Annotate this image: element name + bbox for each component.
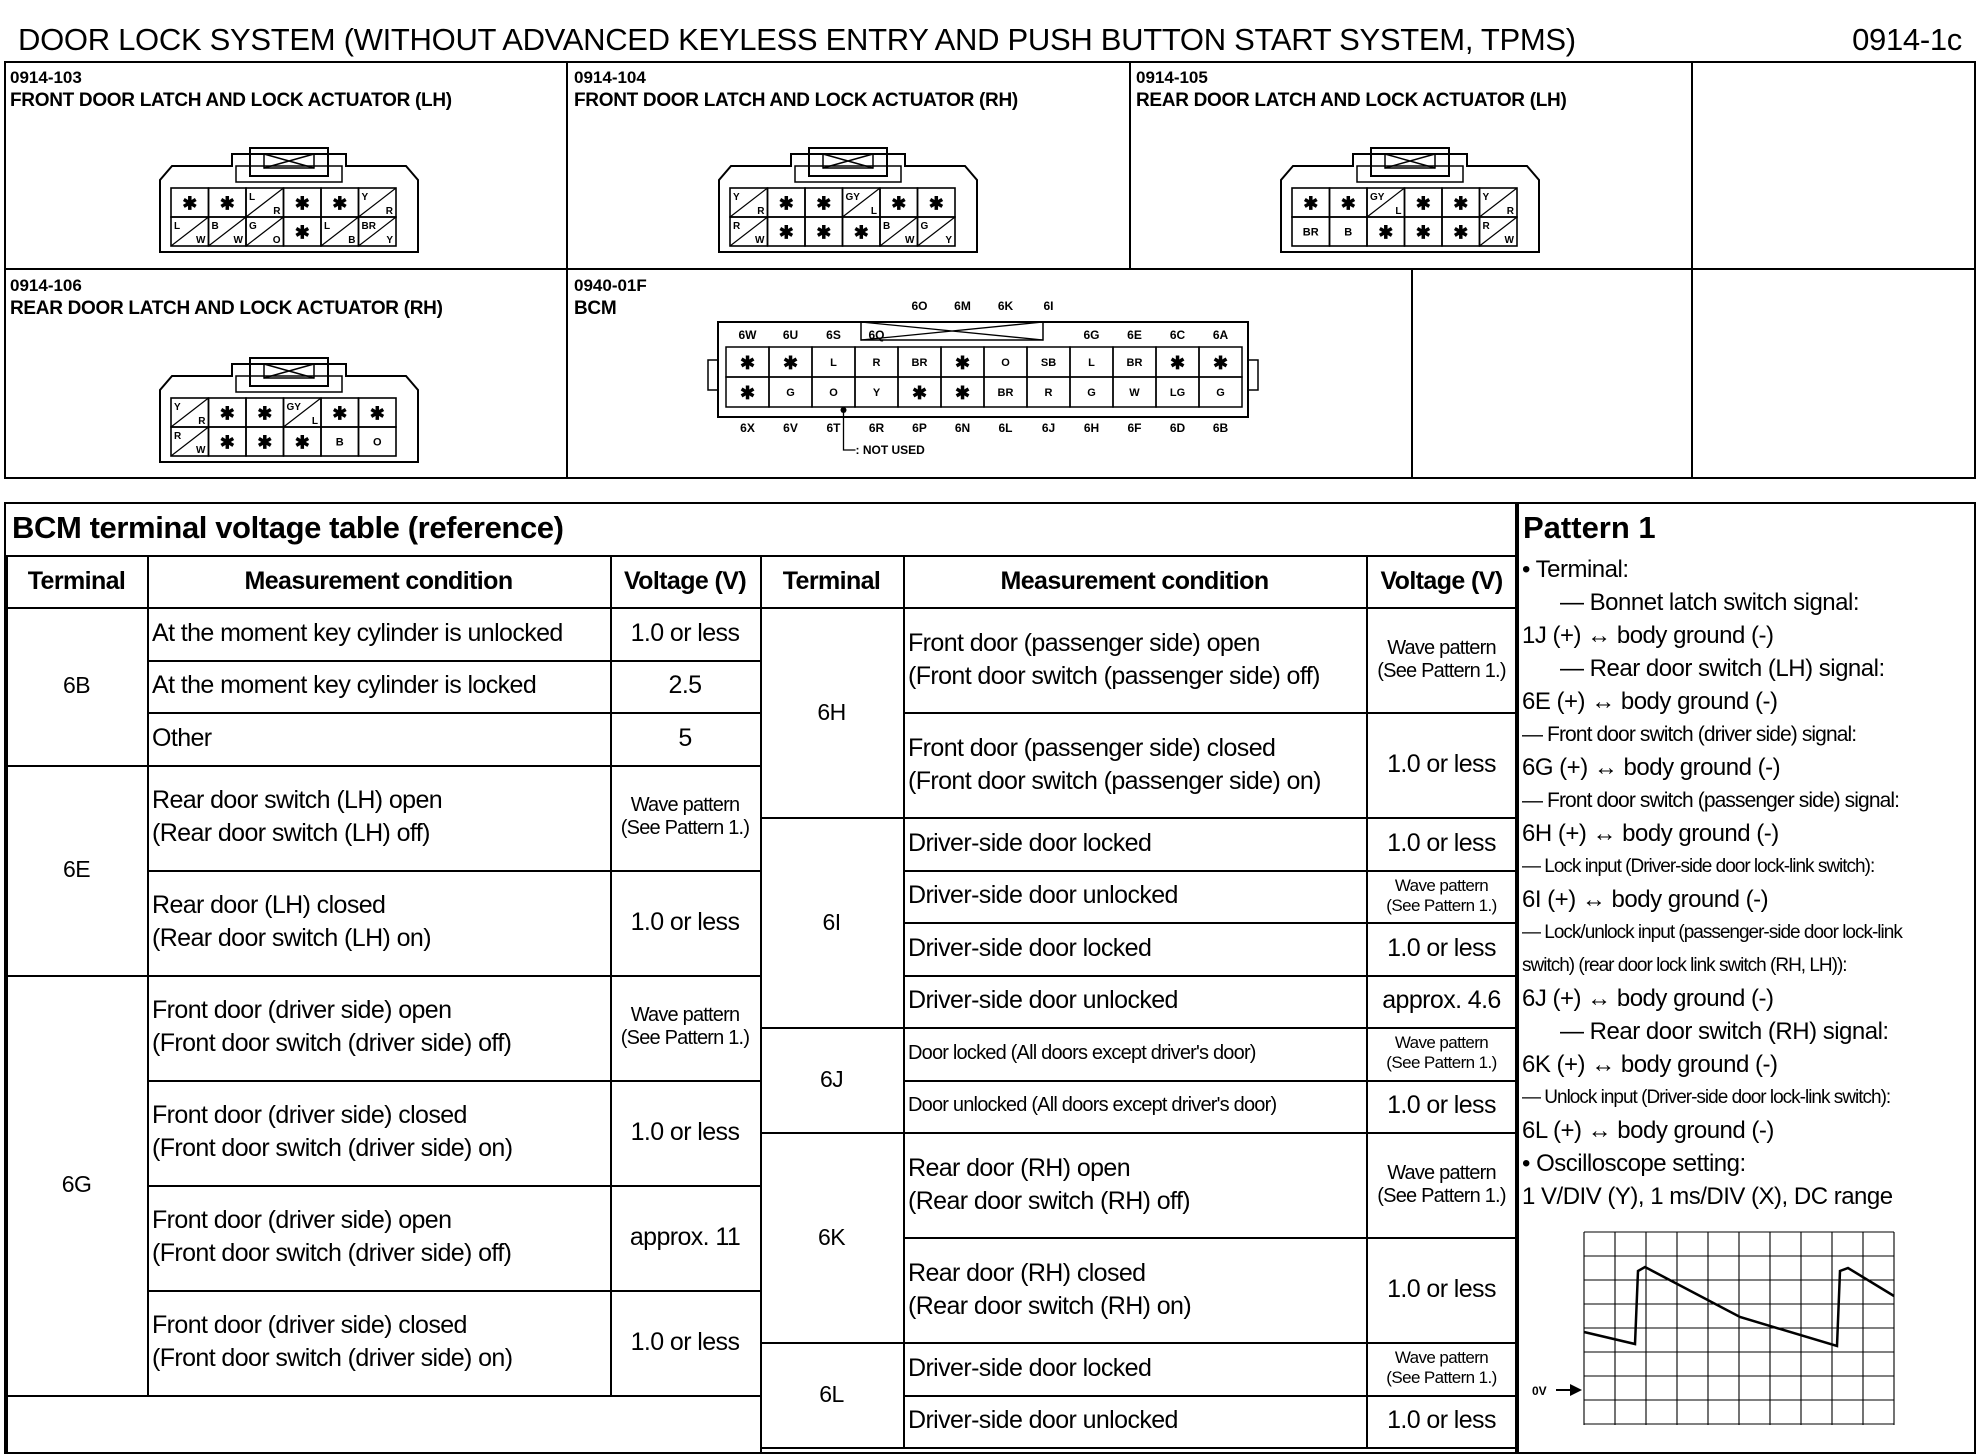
wire-color-label: BR (1126, 357, 1143, 369)
condition-cell: At the moment key cylinder is unlocked (152, 618, 563, 647)
voltage-cell: Wave pattern (See Pattern 1.) (1386, 1033, 1497, 1073)
pattern-line: 1J (+) ↔ body ground (-) (1522, 622, 1774, 649)
terminal-cell: 6H (817, 698, 846, 725)
unused-pin-mark: ✱ (257, 403, 273, 424)
voltage-cell: 1.0 or less (1387, 1275, 1496, 1303)
wire-color-label: B (883, 221, 891, 232)
wire-color-label: L (830, 357, 837, 369)
wire-color-label: L (870, 206, 877, 217)
wire-color-label: G (920, 221, 929, 232)
bcm-connector-diagram (700, 292, 1260, 472)
terminal-label: 6N (954, 421, 971, 435)
unused-pin-mark: ✱ (739, 383, 756, 403)
pattern-line: • Terminal: (1522, 556, 1629, 583)
wire-color-label: BR (911, 357, 928, 369)
condition-cell: Front door (driver side) open (Front door switch (driver side) off) (152, 1206, 512, 1267)
wire-color-label: Y (1482, 192, 1490, 203)
wire-color-label: W (196, 445, 206, 456)
wire-color-label: B (348, 235, 356, 246)
terminal-label: 6H (1083, 421, 1100, 435)
voltage-cell: 1.0 or less (1387, 828, 1496, 857)
voltage-cell: Wave pattern (See Pattern 1.) (620, 1004, 750, 1049)
wire-color-label: W (755, 235, 765, 246)
connector-code: 0914-106 (10, 276, 82, 295)
terminal-label: 6X (740, 421, 755, 435)
terminal-label: 6R (868, 421, 885, 435)
unused-pin-mark: ✱ (1212, 353, 1229, 373)
unused-pin-mark: ✱ (219, 403, 235, 424)
unused-pin-mark: ✱ (294, 222, 310, 243)
connector-latch (809, 148, 887, 176)
connector-latch (250, 148, 328, 176)
voltage-cell: Wave pattern (See Pattern 1.) (1386, 875, 1497, 915)
condition-cell: Front door (driver side) closed (Front door switch (driver side) on) (152, 1311, 513, 1372)
voltage-cell: Wave pattern (See Pattern 1.) (1386, 1348, 1497, 1388)
voltage-cell: Wave pattern (See Pattern 1.) (1377, 1161, 1506, 1207)
connector-latch (250, 358, 328, 386)
voltage-cell: Wave pattern (See Pattern 1.) (620, 794, 750, 839)
pattern-line: 1 V/DIV (Y), 1 ms/DIV (X), DC range (1522, 1183, 1893, 1210)
terminal-label: 6K (997, 299, 1014, 313)
unused-pin-mark: ✱ (911, 383, 928, 403)
column-header-voltage: Voltage (V) (1380, 566, 1503, 595)
wire-color-label: R (198, 416, 206, 427)
unused-pin-mark: ✱ (257, 432, 273, 453)
page-code: 0914-1c (1852, 22, 1962, 57)
connector-name: FRONT DOOR LATCH AND LOCK ACTUATOR (LH) (10, 90, 452, 111)
connector-code: 0914-104 (574, 68, 646, 87)
column-header-condition: Measurement condition (244, 566, 513, 595)
wire-color-label: G (1087, 387, 1096, 399)
wire-color-label: SB (1040, 357, 1057, 369)
wire-color-label: BR (1302, 226, 1319, 239)
wire-color-label: L (324, 221, 331, 232)
condition-cell: Driver-side door locked (908, 933, 1152, 962)
pattern-line: 6G (+) ↔ body ground (-) (1522, 754, 1781, 781)
terminal-label: 6B (1212, 421, 1229, 435)
unused-pin-mark: ✱ (928, 193, 944, 214)
pattern-line: 6E (+) ↔ body ground (-) (1522, 688, 1778, 715)
unused-pin-mark: ✱ (739, 353, 756, 373)
table-title: BCM terminal voltage table (reference) (12, 510, 564, 545)
condition-cell: Rear door switch (LH) open (Rear door switch (LH) off) (152, 786, 443, 847)
connector-code: 0940-01F (574, 276, 647, 295)
connector-name: REAR DOOR LATCH AND LOCK ACTUATOR (RH) (10, 298, 443, 319)
wire-color-label: LG (1169, 387, 1186, 399)
connector-name: REAR DOOR LATCH AND LOCK ACTUATOR (LH) (1136, 90, 1567, 111)
condition-cell: Driver-side door unlocked (908, 881, 1178, 910)
terminal-label: 6P (912, 421, 927, 435)
pattern-line: 6J (+) ↔ body ground (-) (1522, 985, 1774, 1012)
unused-pin-mark: ✱ (182, 193, 198, 214)
connector-diagram (150, 140, 430, 260)
unused-pin-mark: ✱ (332, 193, 348, 214)
terminal-label: 6A (1212, 328, 1229, 342)
wire-color-label: W (1504, 235, 1514, 246)
unused-pin-mark: ✱ (816, 193, 832, 214)
wire-color-label: O (829, 387, 838, 399)
condition-cell: Driver-side door locked (908, 828, 1152, 857)
terminal-label: 6M (954, 299, 971, 313)
wire-color-label: W (233, 235, 243, 246)
unused-pin-mark: ✱ (891, 193, 907, 214)
terminal-label: 6E (1127, 328, 1142, 342)
terminal-label: 6L (998, 421, 1013, 435)
pattern-line: — Bonnet latch switch signal: (1560, 589, 1859, 616)
wire-color-label: B (335, 436, 344, 449)
pattern-title: Pattern 1 (1523, 510, 1656, 545)
terminal-cell: 6I (822, 908, 841, 935)
wire-color-label: L (311, 416, 318, 427)
unused-pin-mark: ✱ (219, 193, 235, 214)
not-used-legend: : NOT USED (855, 443, 925, 457)
voltage-cell: 1.0 or less (630, 618, 740, 647)
unused-pin-mark: ✱ (778, 222, 794, 243)
condition-cell: Rear door (LH) closed (Rear door switch (LH) on) (152, 891, 431, 952)
wire-color-label: R (1044, 387, 1053, 399)
unused-pin-mark: ✱ (1303, 193, 1319, 214)
condition-cell: Driver-side door unlocked (908, 986, 1178, 1015)
wire-color-label: R (757, 206, 765, 217)
voltage-cell: Wave pattern (See Pattern 1.) (1377, 636, 1506, 682)
voltage-cell: 1.0 or less (1387, 1406, 1496, 1435)
unused-pin-mark: ✱ (816, 222, 832, 243)
terminal-label: 6S (826, 328, 841, 342)
terminal-cell: 6K (818, 1223, 845, 1250)
wire-color-label: W (196, 235, 206, 246)
wire-color-label: Y (361, 192, 369, 203)
unused-pin-mark: ✱ (1415, 222, 1431, 243)
wire-color-label: G (1216, 387, 1225, 399)
terminal-cell: 6G (61, 1171, 92, 1197)
wire-color-label: Y (174, 402, 181, 413)
wire-color-label: O (272, 235, 281, 246)
wire-color-label: B (211, 221, 219, 232)
pattern-line: — Lock/unlock input (passenger-side door lock-link (1522, 922, 1902, 943)
voltage-cell: 1.0 or less (630, 907, 740, 936)
condition-cell: Rear door (RH) closed (Rear door switch (RH) on) (908, 1258, 1192, 1320)
terminal-cell: 6E (63, 856, 90, 882)
unused-pin-mark: ✱ (294, 432, 310, 453)
pattern-line: — Rear door switch (RH) signal: (1560, 1018, 1889, 1045)
unused-pin-mark: ✱ (1415, 193, 1431, 214)
zero-volt-arrow-icon (1556, 1384, 1582, 1396)
pattern-line: • Oscilloscope setting: (1522, 1150, 1746, 1177)
wire-color-label: L (1088, 357, 1095, 369)
wire-color-label: G (786, 387, 795, 399)
connector-name: FRONT DOOR LATCH AND LOCK ACTUATOR (RH) (574, 90, 1018, 111)
pattern-line: 6H (+) ↔ body ground (-) (1522, 820, 1779, 847)
connector-diagram (1271, 140, 1551, 260)
unused-pin-mark: ✱ (1378, 222, 1394, 243)
page-title: DOOR LOCK SYSTEM (WITHOUT ADVANCED KEYLESS ENTRY AND PUSH BUTTON START SYSTEM, TPMS) (18, 22, 1576, 57)
unused-pin-mark: ✱ (954, 383, 971, 403)
connector-latch (1371, 148, 1449, 176)
connector-code: 0914-103 (10, 68, 82, 87)
wire-color-label: Y (733, 192, 740, 203)
terminal-cell: 6L (819, 1381, 844, 1407)
condition-cell: Front door (driver side) closed (Front door switch (driver side) on) (152, 1101, 513, 1162)
terminal-label: 6V (783, 421, 798, 435)
wire-color-label: BR (361, 221, 376, 232)
terminal-label: 6Q (868, 328, 885, 342)
unused-pin-mark: ✱ (778, 193, 794, 214)
pattern-line: — Lock input (Driver-side door lock-link switch): (1522, 856, 1875, 877)
terminal-label: 6U (782, 328, 799, 342)
wire-color-label: W (1129, 387, 1140, 399)
column-header-terminal: Terminal (27, 566, 126, 595)
wire-color-label: R (385, 206, 393, 217)
connector-diagram (150, 350, 430, 470)
condition-cell: Door unlocked (All doors except driver's door) (908, 1094, 1277, 1117)
unused-pin-mark: ✱ (219, 432, 235, 453)
wire-color-label: Y (386, 235, 393, 246)
condition-cell: Front door (passenger side) open (Front door switch (passenger side) off) (908, 628, 1320, 690)
wire-color-label: Y (872, 387, 881, 399)
connector-diagram (709, 140, 989, 260)
condition-cell: At the moment key cylinder is locked (152, 671, 537, 700)
wire-color-label: R (174, 431, 182, 442)
wire-color-label: GY (286, 402, 301, 413)
condition-cell: Rear door (RH) open (Rear door switch (RH) off) (908, 1153, 1191, 1215)
voltage-cell: 1.0 or less (1387, 1091, 1496, 1120)
unused-pin-mark: ✱ (332, 403, 348, 424)
wire-color-label: L (249, 192, 256, 203)
column-header-terminal: Terminal (782, 566, 881, 595)
wire-color-label: GY (1370, 192, 1385, 203)
unused-pin-mark: ✱ (1453, 193, 1469, 214)
connector-name: BCM (574, 298, 617, 319)
condition-cell: Other (152, 723, 212, 752)
terminal-label: 6O (911, 299, 928, 313)
terminal-cell: 6B (63, 672, 90, 699)
wire-color-label: W (905, 235, 915, 246)
condition-cell: Driver-side door unlocked (908, 1406, 1178, 1435)
condition-cell: Front door (driver side) open (Front door switch (driver side) off) (152, 996, 512, 1057)
voltage-cell: approx. 11 (629, 1222, 741, 1251)
voltage-cell: 2.5 (668, 671, 702, 700)
condition-cell: Door locked (All doors except driver's door) (908, 1041, 1256, 1064)
condition-cell: Front door (passenger side) closed (Front door switch (passenger side) on) (908, 733, 1321, 795)
zero-volt-label: 0V (1532, 1384, 1547, 1398)
wire-color-label: L (1395, 206, 1402, 217)
pattern-line: — Front door switch (driver side) signal: (1522, 723, 1857, 746)
terminal-label: 6T (826, 421, 841, 435)
voltage-cell: 5 (678, 723, 692, 752)
wire-color-label: L (174, 221, 181, 232)
pattern-line: switch) (rear door lock link switch (RH, LH)): (1522, 955, 1847, 976)
pattern-line: — Rear door switch (LH) signal: (1560, 655, 1885, 682)
wire-color-label: R (273, 206, 281, 217)
wire-color-label: R (733, 221, 741, 232)
pattern-line: — Unlock input (Driver-side door lock-link switch): (1522, 1087, 1891, 1108)
column-header-voltage: Voltage (V) (623, 566, 747, 595)
oscilloscope-waveform (1520, 1220, 1970, 1425)
wire-color-label: O (372, 436, 382, 449)
wire-color-label: R (872, 357, 881, 369)
terminal-label: 6G (1083, 328, 1100, 342)
unused-pin-mark: ✱ (294, 193, 310, 214)
wire-color-label: B (1344, 226, 1353, 239)
pattern-line: 6I (+) ↔ body ground (-) (1522, 886, 1769, 913)
unused-pin-mark: ✱ (782, 353, 799, 373)
wire-color-label: BR (997, 387, 1014, 399)
terminal-label: 6F (1127, 421, 1142, 435)
terminal-cell: 6J (819, 1066, 844, 1092)
pattern-line: — Front door switch (passenger side) signal: (1522, 789, 1900, 812)
unused-pin-mark: ✱ (954, 353, 971, 373)
unused-pin-mark: ✱ (369, 403, 385, 424)
voltage-cell: approx. 4.6 (1382, 986, 1501, 1015)
unused-pin-mark: ✱ (1453, 222, 1469, 243)
terminal-label: 6C (1169, 328, 1186, 342)
terminal-label: 6J (1041, 421, 1056, 435)
wire-color-label: GY (845, 192, 860, 203)
unused-pin-mark: ✱ (1169, 353, 1186, 373)
pattern-line: 6K (+) ↔ body ground (-) (1522, 1051, 1778, 1078)
unused-pin-mark: ✱ (1340, 193, 1356, 214)
voltage-cell: 1.0 or less (1387, 933, 1496, 962)
wire-color-label: R (1506, 206, 1514, 217)
voltage-cell: 1.0 or less (630, 1117, 740, 1146)
unused-pin-mark: ✱ (853, 222, 869, 243)
connector-code: 0914-105 (1136, 68, 1208, 87)
voltage-cell: 1.0 or less (1387, 750, 1496, 778)
terminal-label: 6D (1169, 421, 1186, 435)
wire-color-label: O (1001, 357, 1010, 369)
column-header-condition: Measurement condition (1000, 566, 1269, 595)
voltage-cell: 1.0 or less (630, 1327, 740, 1356)
wire-color-label: G (249, 221, 257, 232)
condition-cell: Driver-side door locked (908, 1353, 1152, 1382)
terminal-label: 6I (1043, 299, 1054, 313)
pattern-line: 6L (+) ↔ body ground (-) (1522, 1117, 1774, 1144)
terminal-label: 6W (738, 328, 757, 342)
wire-color-label: R (1482, 221, 1490, 232)
wire-color-label: Y (945, 235, 952, 246)
